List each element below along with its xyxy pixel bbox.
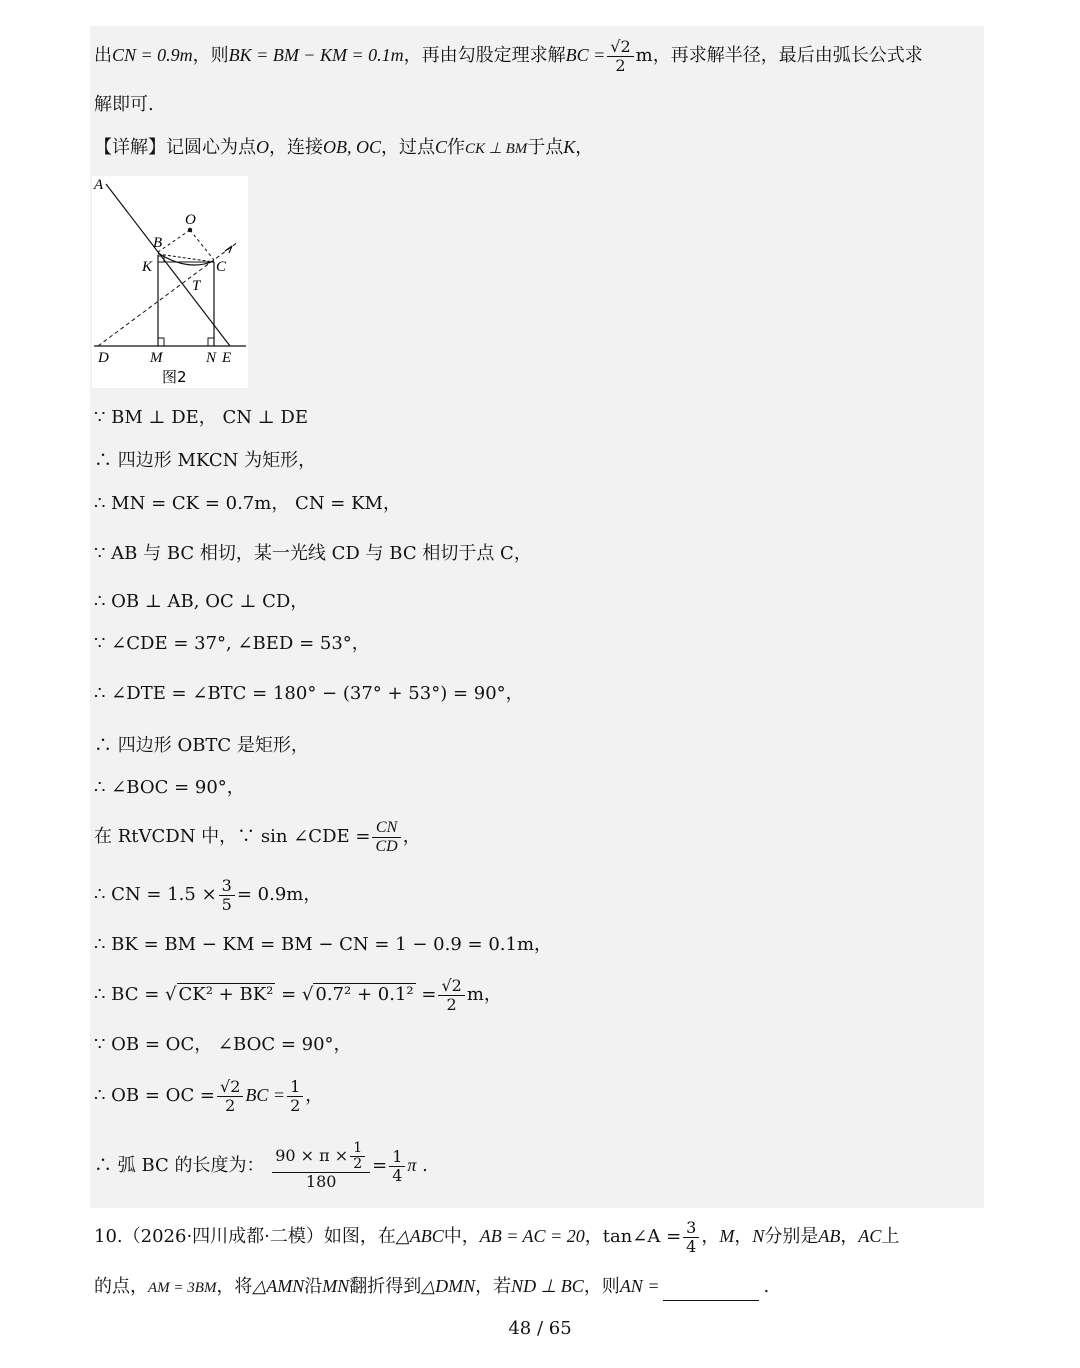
step-line: ∴ ∠DTE = ∠BTC = 180° − (37° + 53°) = 90°， <box>94 683 524 704</box>
label-d: D <box>98 350 109 366</box>
bc-line: ∴ BC = √ CK² + BK² = √ 0.7² + 0.1² = $\frac{√2}{2}$ m， <box>94 975 502 1014</box>
arc-line: ∴ 弧 BC 的长度为： 90 × π × $\frac{1}{2}$ 180 = $\frac{1}{4}$ π . <box>94 1140 428 1191</box>
fraction-sqrt2-2: $\frac{√2}{2}$ <box>217 1078 243 1115</box>
label-k: K <box>142 259 153 275</box>
line-ob <box>158 230 190 252</box>
label-n: N <box>206 350 217 366</box>
label-t: T <box>192 278 201 294</box>
intro-eq-bk: BK = BM − KM = 0.1m <box>228 45 404 65</box>
line-dc <box>98 242 238 346</box>
label-a: A <box>94 177 104 193</box>
problem-number: 10. <box>94 1226 123 1247</box>
detail-label: 【详解】 <box>94 137 166 158</box>
fraction-arc: 90 × π × $\frac{1}{2}$ 180 <box>272 1141 370 1191</box>
center-point <box>188 228 192 232</box>
line-oc <box>190 230 214 260</box>
problem-line-1: 10.（2026·四川成都·二模）如图，在△ABC中，AB = AC = 20，tan∠A = $\frac{3}{4}$ ，M，N分别是AB，AC上 <box>94 1217 900 1256</box>
intro-eq-cn: CN = 0.9m <box>112 45 193 65</box>
fraction-3-5: $\frac{3}{5}$ <box>219 877 235 914</box>
right-angle-n <box>208 338 214 346</box>
radius-line: ∴ OB = OC = $\frac{√2}{2}$ BC = $\frac{1}{2}$ ， <box>94 1076 324 1115</box>
intro-text: ，再由勾股定理求解 <box>403 45 566 66</box>
step-line: ∵ BM ⊥ DE， CN ⊥ DE <box>94 407 308 428</box>
step-line: ∴ 四边形 OBTC 是矩形， <box>94 735 309 756</box>
rt-line: 在 RtVCDN 中，∵ sin ∠CDE = $\frac{CN}{CD}$ ， <box>94 818 421 855</box>
intro-text: 出 <box>94 45 112 66</box>
step-line: ∴ OB ⊥ AB, OC ⊥ CD， <box>94 591 309 612</box>
cn-line: ∴ CN = 1.5 × $\frac{3}{5}$ = 0.9m， <box>94 875 322 914</box>
line-ae <box>106 184 230 346</box>
fraction-1-4: $\frac{1}{4}$ <box>389 1148 405 1185</box>
fraction-1-2: $\frac{1}{2}$ <box>287 1078 303 1115</box>
answer-blank[interactable] <box>663 1280 759 1301</box>
label-o: O <box>185 212 196 228</box>
intro-unit: m <box>635 45 653 66</box>
page-number: 48 / 65 <box>508 1318 572 1339</box>
step-line: ∴ ∠BOC = 90°， <box>94 777 245 798</box>
label-e: E <box>222 350 232 366</box>
geometry-figure <box>92 176 248 388</box>
right-angle-m <box>158 338 164 346</box>
label-b: B <box>153 235 163 251</box>
bk-line: ∴ BK = BM − KM = BM − CN = 1 − 0.9 = 0.1m， <box>94 934 553 955</box>
fraction-cn-cd: $\frac{CN}{CD}$ <box>372 819 400 856</box>
intro-fraction: $\frac{√2}{2}$ <box>607 38 633 75</box>
intro-line-2: 解即可. <box>94 94 154 115</box>
fraction-3-4: $\frac{3}{4}$ <box>683 1219 699 1256</box>
step-line: ∴ MN = CK = 0.7m， CN = KM， <box>94 493 401 514</box>
intro-text: ，则 <box>192 45 229 66</box>
label-m: M <box>150 350 163 366</box>
intro-line-1 <box>94 32 923 79</box>
ob-oc-line: ∵ OB = OC， ∠BOC = 90°， <box>94 1034 352 1055</box>
step-line: ∵ ∠CDE = 37°, ∠BED = 53°， <box>94 633 370 654</box>
figure-svg <box>92 176 248 388</box>
intro-eq-bc: BC = <box>565 45 606 65</box>
intro-text: ，再求解半径，最后由弧长公式求 <box>652 45 923 66</box>
figure-caption: 图2 <box>162 368 187 386</box>
detail-line: 【详解】记圆心为点O，连接OB, OC，过点C作CK ⊥ BM于点K， <box>94 137 594 158</box>
problem-line-2: 的点，AM = 3BM，将△AMN沿MN翻折得到△DMN，若ND ⊥ BC，则AN = . <box>94 1273 769 1301</box>
label-c: C <box>216 259 227 275</box>
fraction-sqrt2-2: $\frac{√2}{2}$ <box>438 977 464 1014</box>
step-line: ∵ AB 与 BC 相切，某一光线 CD 与 BC 相切于点 C， <box>94 543 532 564</box>
step-line: ∴ 四边形 MKCN 为矩形， <box>94 450 317 471</box>
